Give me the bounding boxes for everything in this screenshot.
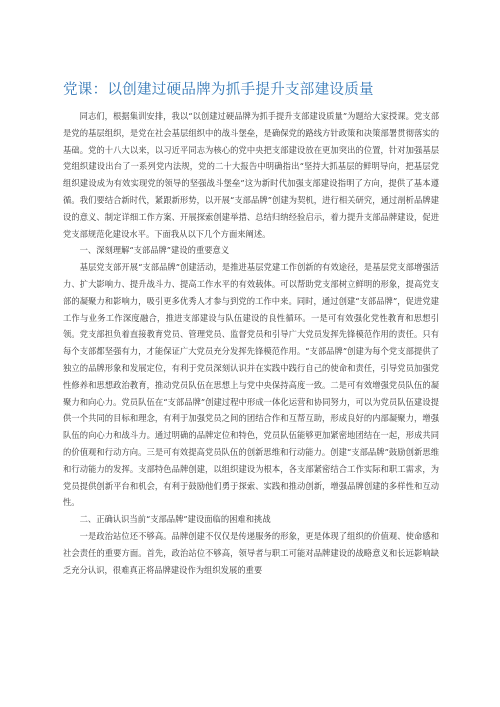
section-2-paragraph: 一是政治站位还不够高。品牌创建不仅仅是传递服务的形象，更是体现了组织的价值观、使命感和社会责任的重要方面。首先，政治站位不够高，领导者与职工可能对品牌建设的战略意义和长远影响缺乏充分认识，很难真正将品牌建设作为组织发展的重要 [63, 530, 439, 575]
section-heading-2: 二、正确认识当前“支部品牌”建设面临的困难和挑战 [79, 514, 271, 525]
intro-paragraph: 同志们，根据集训安排，我以“以创建过硬品牌为抓手提升支部建设质量”为题给大家授课。党支部是党的基层组织，是党在社会基层组织中的战斗堡垒，是确保党的路线方针政策和决策部署贯彻落实的基础。党的十八大以来，以习近平同志为核心的党中央把支部建设放在更加突出的位置，针对加强基层党组织建设出台了一系列党内法规，党的二十大报告中明确指出“坚持大抓基层的鲜明导向，把基层党组织建设成为有效实现党的领导的坚强战斗堡垒”这为新时代加强支部建设指明了方向，提供了基本遵循。我们要结合新时代，紧跟新形势，以开展“支部品牌”创建为契机，进行相关研究，通过剖析品牌建设的意义、制定详细工作方案、开展探索创建举措、总结归纳经验启示，着力提升支部品牌建设，促进党支部规范化建设水平。下面我从以下几个方面来阐述。 [63, 111, 439, 239]
section-heading-1: 一、深刻理解“支部品牌”建设的重要意义 [79, 245, 230, 256]
section-1-paragraph: 基层党支部开展“支部品牌”创建活动，是推进基层党建工作创新的有效途径，是基层党支部增强活力、扩大影响力、提升战斗力、提高工作水平的有效载体。可以帮助党支部树立鲜明的形象，提高党支部的凝聚力和影响力，吸引更多优秀人才参与到党的工作中来。同时，通过创建“支部品牌”，促进党建工作与业务工作深度融合，推进支部建设与队伍建设的良性循环。一是可有效强化党性教育和思想引领。党支部担负着直接教育党员、管理党员、监督党员和引导广大党员发挥先锋模范作用的责任。只有每个支部都坚强有力，才能保证广大党员充分发挥先锋模范作用。“支部品牌”创建为每个党支部提供了独立的品牌形象和发展定位，有利于党员深刻认识并在实践中践行自己的使命和责任，引导党员加强党性修养和思想政治教育，推动党员队伍在思想上与党中央保持高度一致。二是可有效增强党员队伍的凝聚力和向心力。党员队伍在“支部品牌”创建过程中形成一体化运营和协同努力，可以为党员队伍建设提供一个共同的目标和理念，有利于加强党员之间的团结合作和互帮互助，形成良好的内部凝聚力，增强队伍的向心力和战斗力。通过明确的品牌定位和特色，党员队伍能够更加紧密地团结在一起，形成共同的价值观和行动方向。三是可有效提高党员队伍的创新思维和行动能力。创建“支部品牌”鼓励创新思维和行动能力的发挥。支部特色品牌创建，以组织建设为根本，各支部紧密结合工作实际和职工需求，为党员提供创新平台和机会，有利于鼓励他们勇于探索、实践和推动创新，增强品牌创建的多样性和互动性。 [63, 262, 439, 508]
document-title: 党课：以创建过硬品牌为抓手提升支部建设质量 [63, 82, 374, 98]
document-body [63, 108, 439, 578]
